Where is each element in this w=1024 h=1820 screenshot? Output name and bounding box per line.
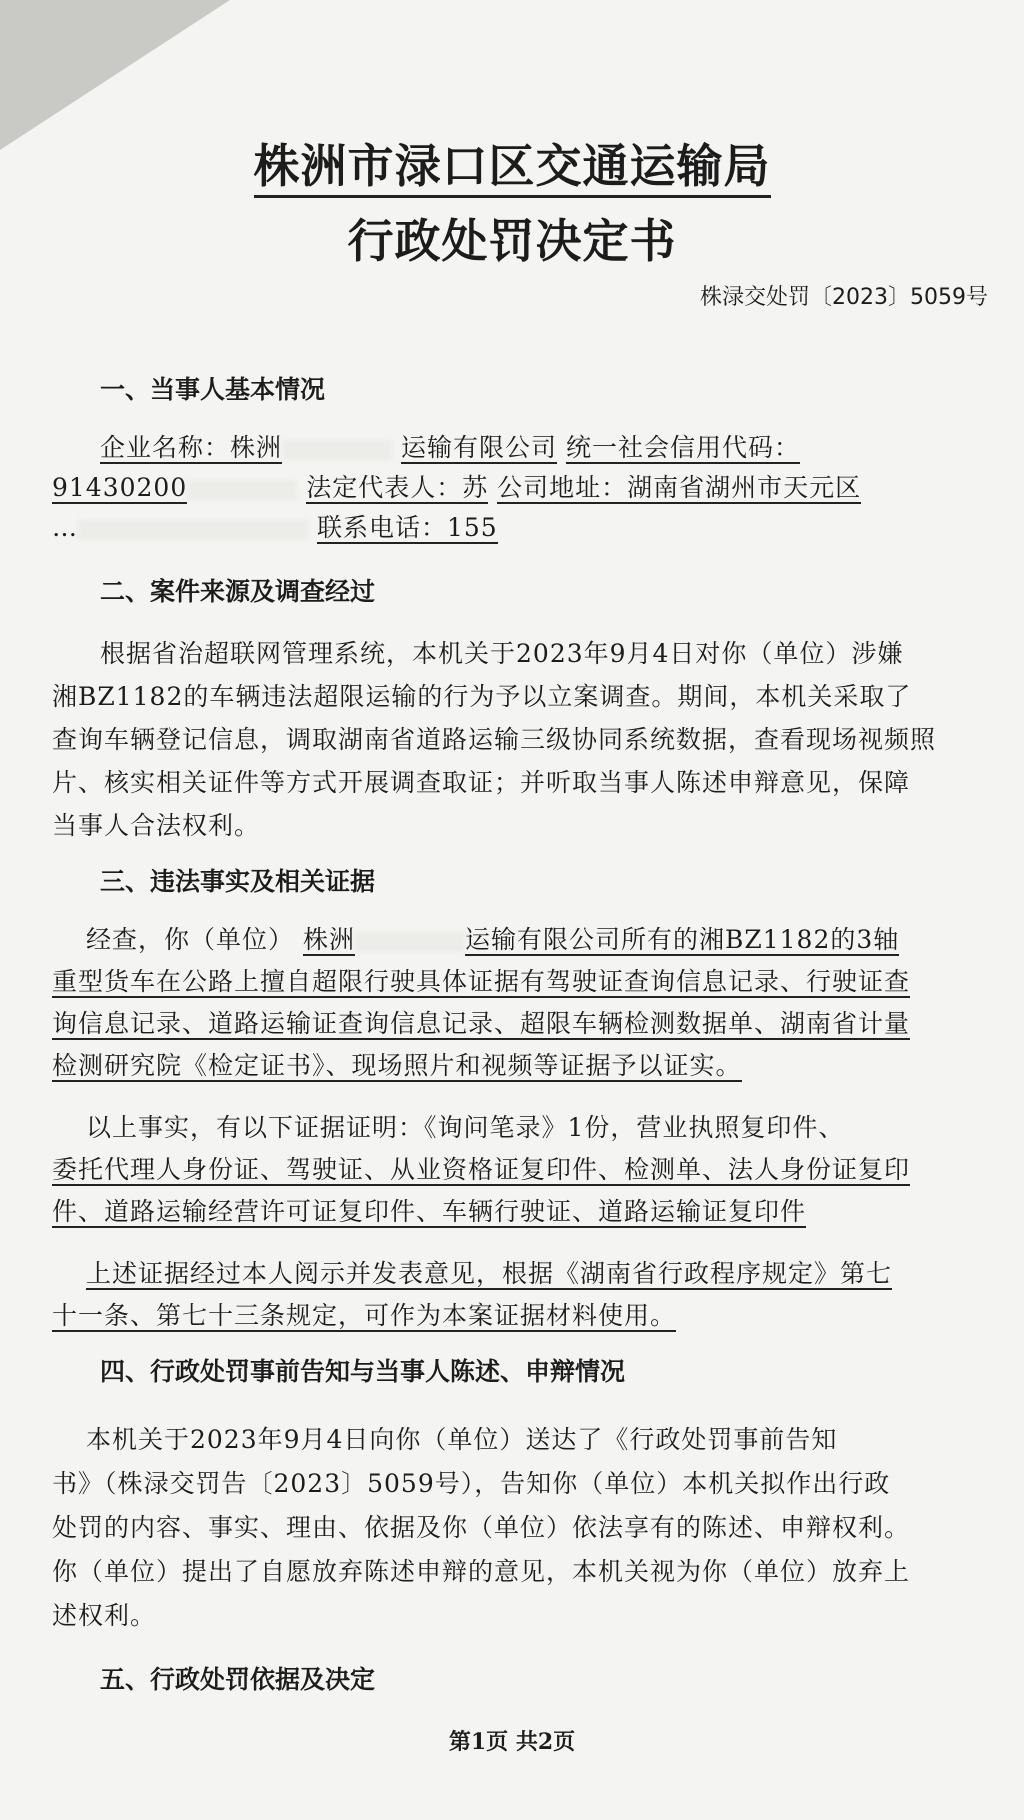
para3-line-3: 件、道路运输经营许可证复印件、车辆行驶证、道路运输证复印件	[52, 1197, 807, 1226]
para5-line-5: 述权利。	[52, 1601, 157, 1630]
para1-line-3: 查询车辆登记信息，调取湖南省道路运输三级协同系统数据，查看现场视频照	[52, 725, 937, 754]
para3-line-2: 委托代理人身份证、驾驶证、从业资格证复印件、检测单、法人身份证复印	[52, 1155, 911, 1184]
para2-line-3: 询信息记录、道路运输证查询信息记录、超限车辆检测数据单、湖南省计量	[52, 1009, 911, 1038]
para3-line-1: 以上事实，有以下证据证明：《询问笔录》1份，营业执照复印件、	[86, 1113, 845, 1142]
party-line-1: 企业名称：株洲 运输有限公司 统一社会信用代码：	[100, 433, 800, 462]
folded-corner	[0, 0, 230, 150]
para2-line-1: 经查，你（单位） 株洲 运输有限公司所有的湘BZ1182的3轴	[86, 925, 900, 954]
para5-line-1: 本机关于2023年9月4日向你（单位）送达了《行政处罚事前告知	[86, 1425, 838, 1454]
para5-line-3: 处罚的内容、事实、理由、依据及你（单位）依法享有的陈述、申辩权利。	[52, 1513, 911, 1542]
para5-line-4: 你（单位）提出了自愿放弃陈述申辩的意见，本机关视为你（单位）放弃上	[52, 1557, 911, 1586]
para4-line-2: 十一条、第七十三条规定，可作为本案证据材料使用。	[52, 1301, 677, 1330]
section-heading-5: 五、行政处罚依据及决定	[100, 1665, 376, 1694]
section-heading-1: 一、当事人基本情况	[100, 375, 326, 404]
section-heading-3: 三、违法事实及相关证据	[100, 867, 376, 896]
para1-line-2: 湘BZ1182的车辆违法超限运输的行为予以立案调查。期间，本机关采取了	[52, 682, 912, 711]
org-title: 株洲市渌口区交通运输局	[0, 130, 1024, 196]
page-footer: 第1页 共2页	[448, 1729, 576, 1755]
para2-line-2: 重型货车在公路上擅自超限行驶具体证据有驾驶证查询信息记录、行驶证查	[52, 967, 911, 996]
para1-line-4: 片、核实相关证件等方式开展调查取证；并听取当事人陈述申辩意见，保障	[52, 768, 911, 797]
doc-number: 株渌交处罚〔2023〕5059号	[700, 285, 988, 310]
party-line-3: … 联系电话：155	[52, 513, 498, 542]
para1-line-5: 当事人合法权利。	[52, 811, 261, 840]
para1-line-1: 根据省治超联网管理系统，本机关于2023年9月4日对你（单位）涉嫌	[100, 639, 904, 668]
party-line-2: 91430200 法定代表人：苏 公司地址：湖南省湖州市天元区	[52, 473, 862, 502]
para5-line-2: 书》（株渌交罚告〔2023〕5059号），告知你（单位）本机关拟作出行政	[52, 1469, 891, 1498]
para2-line-4: 检测研究院《检定证书》、现场照片和视频等证据予以证实。	[52, 1051, 742, 1080]
section-heading-4: 四、行政处罚事前告知与当事人陈述、申辩情况	[100, 1357, 626, 1386]
section-heading-2: 二、案件来源及调查经过	[100, 577, 376, 606]
doc-title: 行政处罚决定书	[347, 214, 677, 268]
para4-line-1: 上述证据经过本人阅示并发表意见，根据《湖南省行政程序规定》第七	[86, 1259, 893, 1288]
